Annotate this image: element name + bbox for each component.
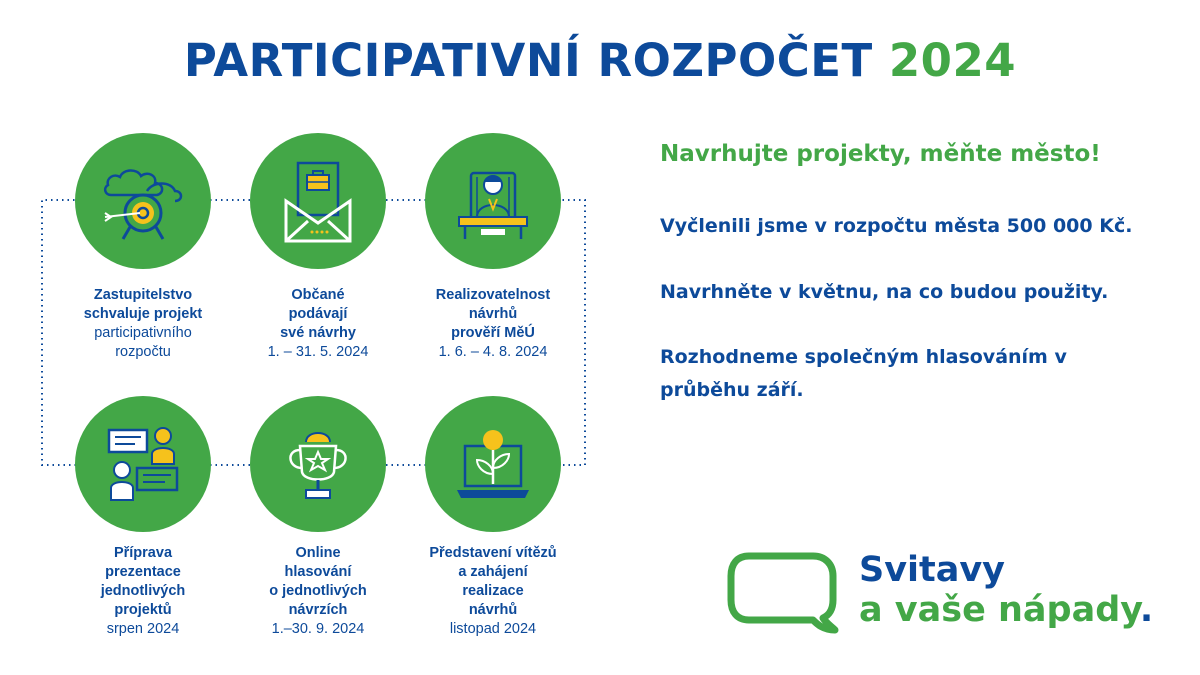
official-icon <box>425 133 561 269</box>
step-2-normal-1: 1. – 31. 5. 2024 <box>267 344 369 360</box>
step-2-bold-2: podávají <box>288 306 348 322</box>
step-4-bold-2: prezentace <box>105 564 181 580</box>
logo-line-1: Svitavy <box>859 550 1005 590</box>
step-3-bold-1: Realizovatelnost <box>435 287 551 303</box>
step-4-circle <box>75 396 211 532</box>
step-5-bold-3: o jednotlivých <box>269 583 367 599</box>
target-icon <box>75 133 211 269</box>
info-paragraph-3 <box>660 341 1180 407</box>
step-3-normal-1: 1. 6. – 4. 8. 2024 <box>438 344 548 360</box>
step-1-bold-2: schvaluje projekt <box>83 306 203 322</box>
step-1-text <box>58 286 228 362</box>
step-6-circle <box>425 396 561 532</box>
step-5-bold-2: hlasování <box>284 564 352 580</box>
trophy-icon <box>250 396 386 532</box>
step-3-text <box>408 286 578 362</box>
speech-bubble-icon <box>727 550 847 640</box>
step-6-normal-1: listopad 2024 <box>449 621 537 637</box>
step-6-bold-2: a zahájení <box>458 564 528 580</box>
step-2-bold-3: své návrhy <box>280 325 356 341</box>
logo-dot: . <box>1139 590 1154 630</box>
step-5-text <box>233 544 403 639</box>
step-5-bold-4: návrzích <box>288 602 348 618</box>
step-3-bold-2: návrhů <box>468 306 518 322</box>
step-5-circle <box>250 396 386 532</box>
step-3-circle <box>425 133 561 269</box>
step-1-normal-1: participativního <box>94 325 192 341</box>
step-1-normal-2: rozpočtu <box>115 344 171 360</box>
info-paragraph-3-line-1: Rozhodneme společným hlasováním v <box>660 346 1067 368</box>
step-1-circle <box>75 133 211 269</box>
step-1-bold-1: Zastupitelstvo <box>93 287 193 303</box>
envelope-icon <box>250 133 386 269</box>
info-paragraph-1: Vyčlenili jsme v rozpočtu města 500 000 Kč. <box>660 215 1133 237</box>
presentation-icon <box>75 396 211 532</box>
step-3-bold-3: prověří MěÚ <box>451 325 535 341</box>
step-2-text <box>233 286 403 362</box>
step-2-bold-1: Občané <box>291 287 345 303</box>
step-6-bold-3: realizace <box>462 583 524 599</box>
step-4-bold-3: jednotlivých <box>100 583 186 599</box>
info-paragraph-2: Navrhněte v květnu, na co budou použity. <box>660 281 1109 303</box>
step-5-normal-1: 1.–30. 9. 2024 <box>271 621 365 637</box>
logo-line-2-text: a vaše nápady <box>859 590 1140 630</box>
info-paragraph-3-line-2: průběhu září. <box>660 379 804 401</box>
laptop-plant-icon <box>425 396 561 532</box>
step-4-text <box>58 544 228 639</box>
title-text: PARTICIPATIVNÍ ROZPOČET <box>183 34 873 87</box>
svitavy-logo <box>727 550 1167 640</box>
step-4-normal-1: srpen 2024 <box>106 621 180 637</box>
step-4-bold-4: projektů <box>114 602 172 618</box>
logo-line-2 <box>859 590 1153 630</box>
step-6-bold-1: Představení vítězů <box>429 545 557 561</box>
step-6-text <box>408 544 578 639</box>
step-5-bold-1: Online <box>295 545 341 561</box>
step-6-bold-4: návrhů <box>468 602 518 618</box>
title-year: 2024 <box>888 34 1017 87</box>
step-2-circle <box>250 133 386 269</box>
step-4-bold-1: Příprava <box>113 545 173 561</box>
headline: Navrhujte projekty, měňte město! <box>660 141 1101 167</box>
